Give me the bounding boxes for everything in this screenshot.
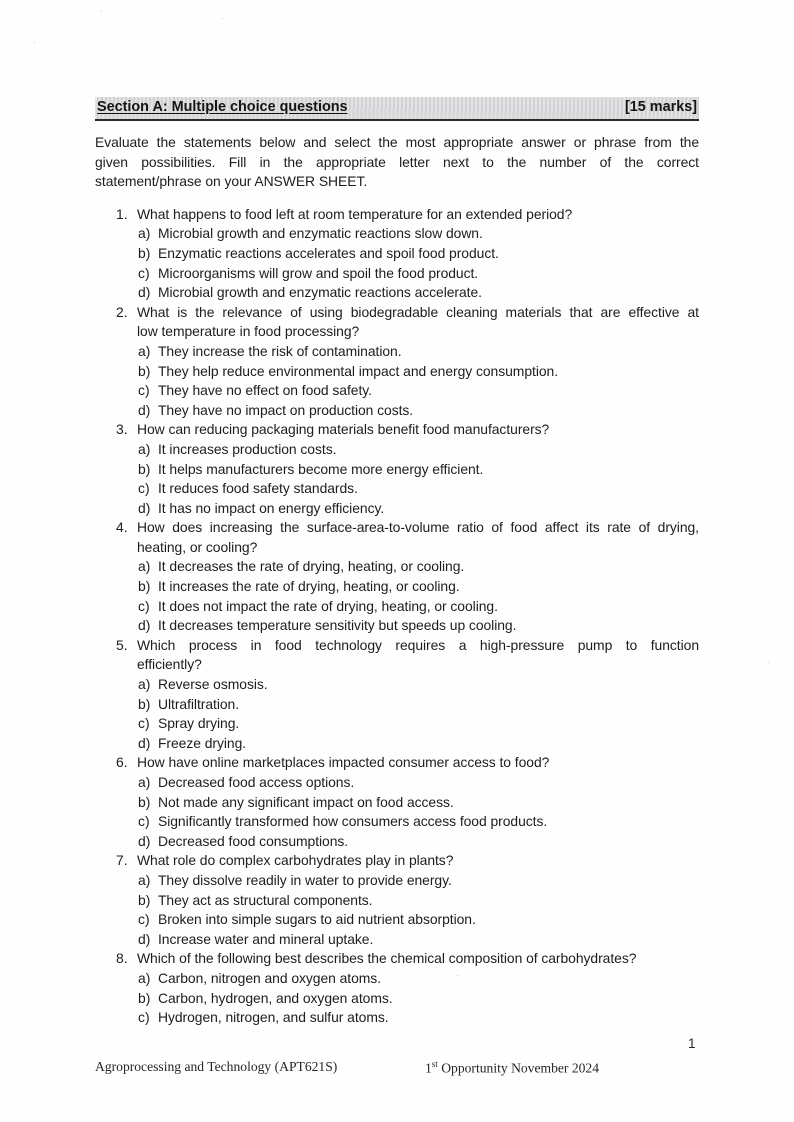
- question-number: 8.: [116, 950, 128, 967]
- question-text: [137, 205, 699, 225]
- option-row: [95, 812, 699, 832]
- page-number: 1: [688, 1036, 696, 1051]
- scan-artifact: ˋ: [100, 10, 103, 19]
- option-row: [95, 342, 699, 362]
- option-letter: c): [138, 813, 150, 830]
- text-line: given possibilities. Fill in the appropriate letter next to the number of the correct: [95, 153, 699, 170]
- option-row: [95, 499, 699, 519]
- option-letter: c): [138, 480, 150, 497]
- question-text: [137, 420, 699, 440]
- question-item: [95, 851, 699, 949]
- scan-artifact: ·: [767, 658, 770, 667]
- text-line: How can reducing packaging materials benefit food manufacturers?: [137, 421, 550, 438]
- question-item: [95, 636, 699, 754]
- section-header: [95, 97, 699, 121]
- question-row: [95, 851, 699, 871]
- option-letter: a): [138, 676, 151, 693]
- option-text: Enzymatic reactions accelerates and spoil food product.: [158, 244, 499, 261]
- option-text: It helps manufacturers become more energy efficient.: [158, 460, 484, 477]
- option-text: Carbon, hydrogen, and oxygen atoms.: [158, 989, 393, 1006]
- question-number: 4.: [116, 519, 128, 536]
- option-text: They act as structural components.: [158, 891, 373, 908]
- option-text: It decreases the rate of drying, heating, or cooling.: [158, 558, 465, 575]
- footer-session-ordinal: st: [431, 1059, 438, 1069]
- option-letter: a): [138, 774, 151, 790]
- option-text: It increases the rate of drying, heating, or cooling.: [158, 578, 460, 595]
- scan-artifact: ˊ: [33, 41, 36, 50]
- question-item: [95, 205, 699, 303]
- option-letter: c): [138, 382, 150, 399]
- option-row: [95, 557, 699, 577]
- option-letter: d): [138, 734, 151, 751]
- option-letter: b): [138, 891, 151, 908]
- footer-session: [425, 1059, 599, 1077]
- option-text: It has no impact on energy efficiency.: [158, 499, 385, 516]
- option-text: They have no impact on production costs.: [158, 401, 414, 418]
- option-letter: b): [138, 793, 151, 810]
- option-row: [95, 440, 699, 460]
- text-line: What happens to food left at room temperature for an extended period?: [137, 205, 573, 222]
- option-text: It does not impact the rate of drying, heating, or cooling.: [158, 597, 498, 614]
- option-letter: d): [138, 284, 151, 301]
- option-row: [95, 871, 699, 891]
- footer-session-text: Opportunity November 2024: [437, 1060, 600, 1076]
- footer-session-number: 1: [425, 1060, 432, 1076]
- option-text: It increases production costs.: [158, 440, 337, 457]
- question-row: [95, 949, 699, 969]
- scan-artifact: ·: [456, 971, 459, 980]
- instructions-paragraph: [95, 133, 699, 192]
- option-row: [95, 910, 699, 930]
- section-title: Section A: Multiple choice questions: [97, 99, 348, 115]
- question-item: [95, 303, 699, 421]
- option-text: It decreases temperature sensitivity but speeds up cooling.: [158, 617, 517, 634]
- option-letter: c): [138, 715, 150, 732]
- option-text: Spray drying.: [158, 715, 240, 732]
- option-text: Carbon, nitrogen and oxygen atoms.: [158, 969, 382, 986]
- option-row: [95, 930, 699, 950]
- option-text: Microorganisms will grow and spoil the food product.: [158, 264, 479, 281]
- question-text: [137, 949, 699, 969]
- text-line: How does increasing the surface-area-to-volume ratio of food affect its rate of drying,: [137, 519, 699, 536]
- text-line: low temperature in food processing?: [137, 323, 360, 340]
- option-row: [95, 577, 699, 597]
- option-row: [95, 832, 699, 852]
- option-text: They help reduce environmental impact and energy consumption.: [158, 362, 559, 379]
- option-row: [95, 616, 699, 636]
- option-letter: c): [138, 597, 150, 614]
- text-line: What is the relevance of using biodegradable cleaning materials that are effective at: [137, 303, 699, 320]
- option-row: [95, 264, 699, 284]
- text-line: What role do complex carbohydrates play in plants?: [137, 852, 454, 869]
- text-line: How have online marketplaces impacted consumer access to food?: [137, 754, 550, 771]
- option-text: Not made any significant impact on food access.: [158, 793, 454, 810]
- option-letter: d): [138, 617, 151, 634]
- option-text: Ultrafiltration.: [158, 695, 240, 712]
- option-row: [95, 460, 699, 480]
- option-letter: b): [138, 460, 151, 477]
- question-text: [137, 753, 699, 773]
- question-item: [95, 753, 699, 851]
- option-text: They dissolve readily in water to provide energy.: [158, 871, 452, 888]
- text-line: statement/phrase on your ANSWER SHEET.: [95, 173, 368, 190]
- section-marks: [15 marks]: [625, 99, 697, 115]
- text-line: efficiently?: [137, 656, 202, 673]
- question-row: [95, 420, 699, 440]
- option-row: [95, 734, 699, 754]
- question-text: [137, 303, 699, 342]
- text-line: heating, or cooling?: [137, 538, 258, 555]
- option-letter: c): [138, 1009, 150, 1026]
- option-letter: b): [138, 578, 151, 595]
- option-row: [95, 793, 699, 813]
- option-letter: d): [138, 930, 151, 947]
- option-letter: d): [138, 499, 151, 516]
- option-letter: c): [138, 264, 150, 281]
- option-letter: b): [138, 244, 151, 261]
- option-text: Broken into simple sugars to aid nutrient absorption.: [158, 911, 476, 928]
- option-row: [95, 891, 699, 911]
- option-letter: b): [138, 695, 151, 712]
- question-number: 6.: [116, 754, 128, 771]
- option-letter: b): [138, 989, 151, 1006]
- option-text: Hydrogen, nitrogen, and sulfur atoms.: [158, 1009, 389, 1026]
- scan-artifact: ·: [221, 14, 224, 23]
- option-row: [95, 969, 699, 989]
- option-text: Decreased food access options.: [158, 774, 355, 790]
- option-letter: d): [138, 401, 151, 418]
- option-letter: a): [138, 342, 151, 359]
- text-line: Which of the following best describes the chemical composition of carbohydrates?: [137, 950, 637, 967]
- question-list: [95, 205, 699, 1028]
- question-row: [95, 303, 699, 342]
- question-row: [95, 636, 699, 675]
- option-letter: d): [138, 832, 151, 849]
- option-text: Decreased food consumptions.: [158, 832, 349, 849]
- question-number: 7.: [116, 852, 128, 869]
- option-row: [95, 597, 699, 617]
- option-letter: a): [138, 558, 151, 575]
- option-text: Reverse osmosis.: [158, 676, 268, 693]
- option-row: [95, 989, 699, 1009]
- option-row: [95, 362, 699, 382]
- question-item: [95, 949, 699, 1027]
- option-letter: a): [138, 440, 151, 457]
- option-row: [95, 1008, 699, 1028]
- option-text: Increase water and mineral uptake.: [158, 930, 374, 947]
- question-row: [95, 518, 699, 557]
- question-text: [137, 636, 699, 675]
- option-letter: a): [138, 225, 151, 242]
- option-text: Microbial growth and enzymatic reactions accelerate.: [158, 284, 482, 301]
- text-line: Evaluate the statements below and select the most appropriate answer or phrase from the: [95, 134, 699, 150]
- option-row: [95, 773, 699, 793]
- question-number: 3.: [116, 421, 128, 438]
- option-letter: a): [138, 871, 151, 888]
- option-letter: b): [138, 362, 151, 379]
- option-text: Significantly transformed how consumers access food products.: [158, 813, 548, 830]
- question-row: [95, 205, 699, 225]
- question-row: [95, 753, 699, 773]
- option-row: [95, 283, 699, 303]
- question-number: 5.: [116, 636, 128, 653]
- option-text: Microbial growth and enzymatic reactions slow down.: [158, 225, 483, 242]
- question-text: [137, 851, 699, 871]
- option-text: They have no effect on food safety.: [158, 382, 372, 399]
- option-row: [95, 695, 699, 715]
- option-row: [95, 479, 699, 499]
- option-letter: c): [138, 911, 150, 928]
- question-number: 1.: [116, 205, 128, 222]
- option-row: [95, 401, 699, 421]
- option-text: Freeze drying.: [158, 734, 247, 751]
- question-item: [95, 518, 699, 636]
- option-text: They increase the risk of contamination.: [158, 342, 402, 359]
- footer-course-title: Agroprocessing and Technology (APT621S): [95, 1059, 338, 1074]
- option-row: [95, 224, 699, 244]
- page-content: [95, 97, 699, 1028]
- option-row: [95, 675, 699, 695]
- option-row: [95, 714, 699, 734]
- text-line: Which process in food technology requires a high-pressure pump to function: [137, 636, 699, 653]
- question-text: [137, 518, 699, 557]
- question-item: [95, 420, 699, 518]
- option-letter: a): [138, 969, 151, 986]
- option-row: [95, 244, 699, 264]
- option-text: It reduces food safety standards.: [158, 480, 358, 497]
- question-number: 2.: [116, 303, 128, 320]
- option-row: [95, 381, 699, 401]
